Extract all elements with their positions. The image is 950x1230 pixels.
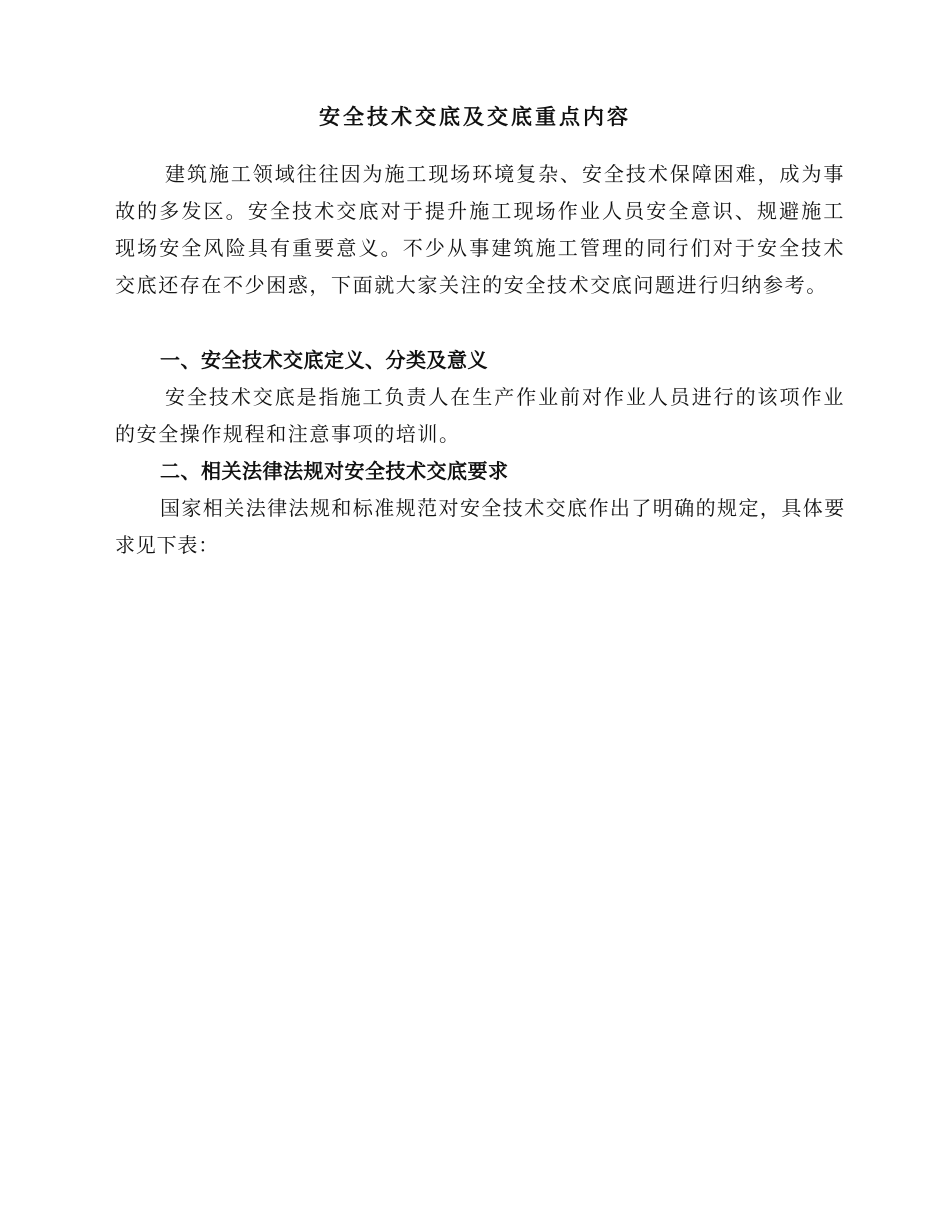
definition-paragraph: 安全技术交底是指施工负责人在生产作业前对作业人员进行的该项作业的安全操作规程和注意事项的培训。	[115, 385, 845, 446]
intro-paragraph: 建筑施工领域往往因为施工现场环境复杂、安全技术保障困难，成为事故的多发区。安全技术交底对于提升施工现场作业人员安全意识、规避施工现场安全风险具有重要意义。不少从事建筑施工管理的同行们对于安全技术交底还存在不少困惑，下面就大家关注的安全技术交底问题进行归纳参考。	[115, 162, 845, 297]
section-heading-definition: 一、安全技术交底定义、分类及意义	[160, 348, 488, 372]
section-heading-regulations: 二、相关法律法规对安全技术交底要求	[160, 459, 509, 483]
document-title: 安全技术交底及交底重点内容	[319, 104, 631, 129]
regulations-paragraph: 国家相关法律法规和标准规范对安全技术交底作出了明确的规定，具体要求见下表：	[115, 496, 845, 557]
